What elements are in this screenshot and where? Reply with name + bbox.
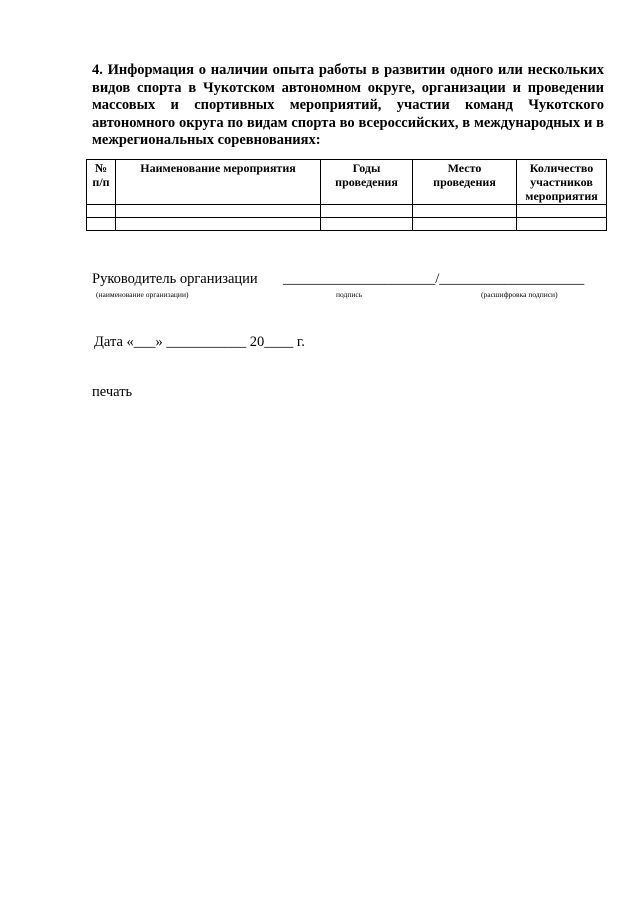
table-header-row bbox=[87, 160, 607, 205]
col-event-name: Наименование мероприятия bbox=[116, 160, 321, 205]
col-place: Место проведения bbox=[413, 160, 517, 205]
table-cell[interactable] bbox=[321, 218, 413, 231]
table-cell[interactable] bbox=[87, 218, 116, 231]
signature-blank[interactable]: _____________________/____________________ bbox=[282, 271, 585, 287]
col-participants: Количество участников мероприятия bbox=[517, 160, 607, 205]
date-line[interactable]: Дата «___» ___________ 20____ г. bbox=[94, 334, 305, 350]
table-cell[interactable] bbox=[116, 205, 321, 218]
events-table bbox=[86, 159, 607, 231]
col-number: № п/п bbox=[87, 160, 116, 205]
signature-line bbox=[92, 271, 584, 288]
table-row bbox=[87, 205, 607, 218]
col-years: Годы проведения bbox=[321, 160, 413, 205]
stamp-label: печать bbox=[92, 384, 133, 400]
sub-sign-caption: подпись bbox=[336, 290, 363, 299]
table-cell[interactable] bbox=[413, 205, 517, 218]
table-row bbox=[87, 218, 607, 231]
table-cell[interactable] bbox=[517, 218, 607, 231]
table-cell[interactable] bbox=[116, 218, 321, 231]
section-heading: 4. Информация о наличии опыта работы в развитии одного или нескольких видов спорта в Чукотском автономном округе, организации и проведении массовых и спортивных мероприятий, участии команд Чукотского автономного округа по видам спорта во всероссийских, в международных и в межрегиональных соревнованиях: bbox=[92, 62, 604, 148]
table-cell[interactable] bbox=[517, 205, 607, 218]
signature-label: Руководитель организации bbox=[92, 271, 258, 287]
table-cell[interactable] bbox=[321, 205, 413, 218]
table-cell[interactable] bbox=[413, 218, 517, 231]
table-cell[interactable] bbox=[87, 205, 116, 218]
sub-decode-caption: (расшифровка подписи) bbox=[481, 290, 558, 299]
sub-org-caption: (наименование организации) bbox=[96, 290, 189, 299]
